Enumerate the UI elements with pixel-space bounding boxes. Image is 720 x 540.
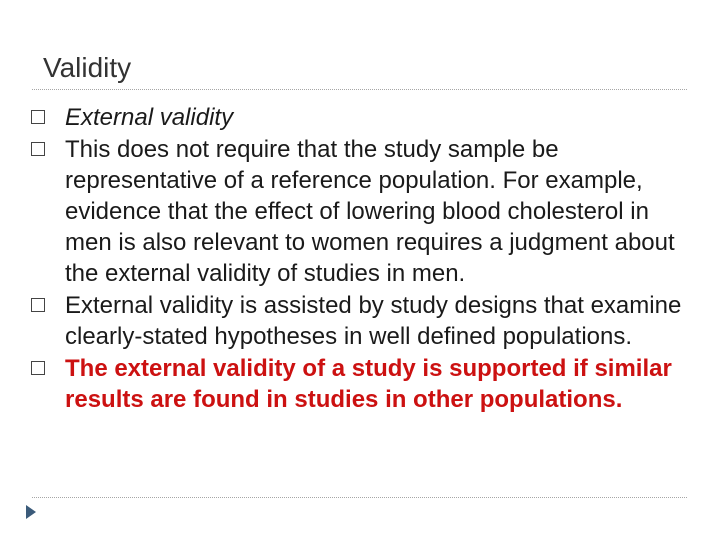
square-bullet-icon bbox=[29, 102, 65, 124]
square-bullet-icon bbox=[29, 353, 65, 375]
bullet-text: External validity bbox=[65, 104, 234, 131]
bullet-list bbox=[29, 102, 689, 415]
bullet-text: This does not require that the study sample be representative of a reference population. For example, evidence that the effect of lowering blood cholesterol in men is also relevant to women requires a judgment about the external validity of studies in men. bbox=[65, 136, 675, 287]
title-divider bbox=[32, 89, 687, 90]
next-slide-arrow-icon[interactable] bbox=[26, 505, 36, 519]
bullet-item bbox=[29, 134, 689, 289]
square-bullet-icon bbox=[29, 290, 65, 312]
bullet-item bbox=[29, 353, 689, 415]
bullet-item bbox=[29, 290, 689, 352]
bullet-item bbox=[29, 102, 689, 133]
bullet-text: The external validity of a study is supported if similar results are found in studies in other populations. bbox=[65, 355, 672, 413]
square-bullet-icon bbox=[29, 134, 65, 156]
footer-divider bbox=[32, 497, 687, 498]
bullet-text: External validity is assisted by study designs that examine clearly-stated hypotheses in well defined populations. bbox=[65, 292, 682, 350]
slide-title: Validity bbox=[43, 52, 132, 83]
